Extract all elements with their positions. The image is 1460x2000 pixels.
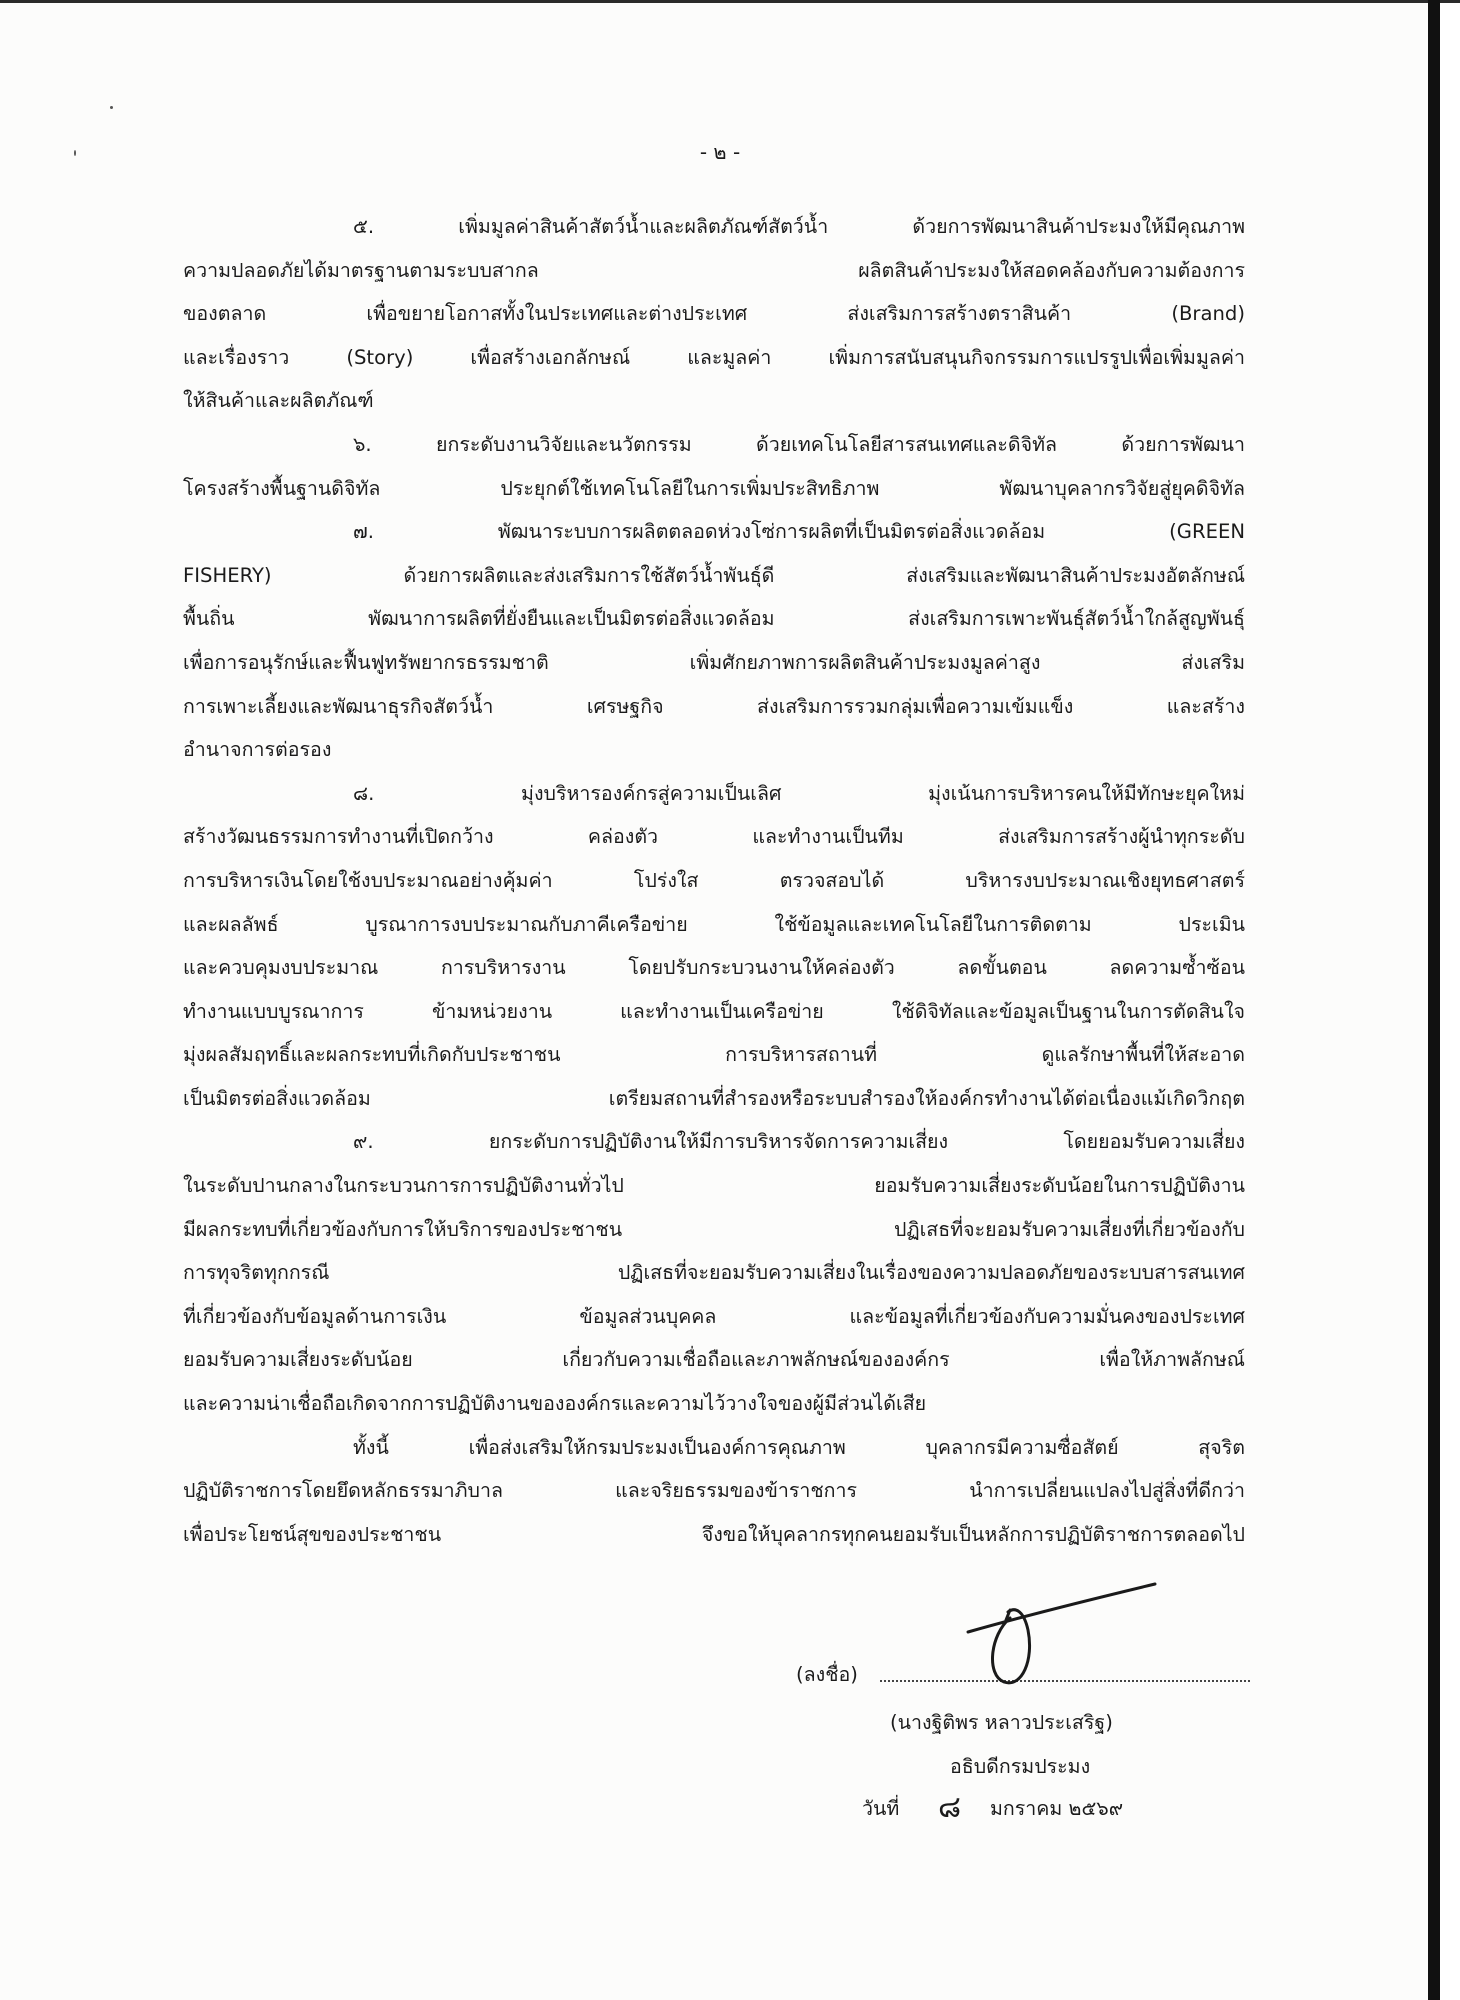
text-line: เพื่อการอนุรักษ์และฟื้นฟูทรัพยากรธรรมชาติ เพิ่มศักยภาพการผลิตสินค้าประมงมูลค่าสูง ส่งเสริม: [183, 650, 1245, 674]
date-day-handwritten: ๘: [938, 1790, 962, 1825]
text-line: มุ่งผลสัมฤทธิ์และผลกระทบที่เกิดกับประชาชน การบริหารสถานที่ ดูแลรักษาพื้นที่ให้สะอาด: [183, 1043, 1245, 1067]
text-line: ยอมรับความเสี่ยงระดับน้อย เกี่ยวกับความเชื่อถือและภาพลักษณ์ขององค์กร เพื่อให้ภาพลักษณ์: [183, 1348, 1245, 1372]
text-line: การทุจริตทุกกรณี ปฏิเสธที่จะยอมรับความเสี่ยงในเรื่องของความปลอดภัยของระบบสารสนเทศ: [183, 1261, 1245, 1285]
text-line: เพื่อประโยชน์สุขของประชาชน จึงขอให้บุคลากรทุกคนยอมรับเป็นหลักการปฏิบัติราชการตลอดไป: [183, 1522, 1245, 1546]
text-line: พื้นถิ่น พัฒนาการผลิตที่ยั่งยืนและเป็นมิตรต่อสิ่งแวดล้อม ส่งเสริมการเพาะพันธุ์สัตว์น้ำใกล้สูญพันธุ์: [183, 607, 1245, 631]
signer-title: อธิบดีกรมประมง: [950, 1755, 1091, 1778]
text-line: เป็นมิตรต่อสิ่งแวดล้อม เตรียมสถานที่สำรองหรือระบบสำรองให้องค์กรทำงานได้ต่อเนื่องแม้เกิดวิกฤต: [183, 1086, 1245, 1110]
paragraph-5: [183, 205, 1245, 423]
signature-block: [790, 1580, 1250, 1825]
text-line: การบริหารเงินโดยใช้งบประมาณอย่างคุ้มค่า โปร่งใส ตรวจสอบได้ บริหารงบประมาณเชิงยุทธศาสตร์: [183, 868, 1245, 892]
text-line: และผลลัพธ์ บูรณาการงบประมาณกับภาคีเครือข่าย ใช้ข้อมูลและเทคโนโลยีในการติดตาม ประเมิน: [183, 912, 1245, 936]
date-month-year: มกราคม ๒๕๖๙: [990, 1797, 1124, 1820]
paragraph-8: [183, 772, 1245, 1121]
text-line: ๗. พัฒนาระบบการผลิตตลอดห่วงโซ่การผลิตที่เป็นมิตรต่อสิ่งแวดล้อม (GREEN: [353, 520, 1245, 544]
text-line: อำนาจการต่อรอง: [183, 738, 332, 762]
text-line: สร้างวัฒนธรรมการทำงานที่เปิดกว้าง คล่องตัว และทำงานเป็นทีม ส่งเสริมการสร้างผู้นำทุกระดับ: [183, 825, 1245, 849]
text-line: ๘. มุ่งบริหารองค์กรสู่ความเป็นเลิศ มุ่งเน้นการบริหารคนให้มีทักษะยุคใหม่: [353, 781, 1245, 805]
signature-label: (ลงชื่อ): [796, 1663, 858, 1686]
paragraph-6: [183, 423, 1245, 510]
text-line: ๙. ยกระดับการปฏิบัติงานให้มีการบริหารจัดการความเสี่ยง โดยยอมรับความเสี่ยง: [353, 1130, 1245, 1154]
text-line: ที่เกี่ยวข้องกับข้อมูลด้านการเงิน ข้อมูลส่วนบุคคล และข้อมูลที่เกี่ยวข้องกับความมั่นคงของประเทศ: [183, 1304, 1245, 1328]
date-label: วันที่: [862, 1797, 900, 1820]
text-line: มีผลกระทบที่เกี่ยวข้องกับการให้บริการของประชาชน ปฏิเสธที่จะยอมรับความเสี่ยงที่เกี่ยวข้องกับ: [183, 1217, 1245, 1241]
text-line: ให้สินค้าและผลิตภัณฑ์: [183, 389, 374, 413]
body-text: [183, 205, 1245, 1556]
scan-edge-right: [1428, 0, 1440, 2000]
text-line: และความน่าเชื่อถือเกิดจากการปฏิบัติงานขององค์กรและความไว้วางใจของผู้มีส่วนได้เสีย: [183, 1392, 927, 1416]
text-line: FISHERY) ด้วยการผลิตและส่งเสริมการใช้สัตว์น้ำพันธุ์ดี ส่งเสริมและพัฒนาสินค้าประมงอัตลักษณ์: [183, 563, 1245, 587]
text-line: ทำงานแบบบูรณาการ ข้ามหน่วยงาน และทำงานเป็นเครือข่าย ใช้ดิจิทัลและข้อมูลเป็นฐานในการตัดสินใจ: [183, 999, 1245, 1023]
signer-name: (นางฐิติพร หลาวประเสริฐ): [890, 1711, 1113, 1734]
text-line: ของตลาด เพื่อขยายโอกาสทั้งในประเทศและต่างประเทศ ส่งเสริมการสร้างตราสินค้า (Brand): [183, 302, 1245, 326]
text-line: ความปลอดภัยได้มาตรฐานตามระบบสากล ผลิตสินค้าประมงให้สอดคล้องกับความต้องการ: [183, 258, 1245, 282]
text-line: โครงสร้างพื้นฐานดิจิทัล ประยุกต์ใช้เทคโนโลยีในการเพิ่มประสิทธิภาพ พัฒนาบุคลากรวิจัยสู่ยุคดิจิทัล: [183, 476, 1245, 500]
scan-edge-top: [0, 0, 1460, 3]
text-line: ในระดับปานกลางในกระบวนการการปฏิบัติงานทั่วไป ยอมรับความเสี่ยงระดับน้อยในการปฏิบัติงาน: [183, 1174, 1245, 1198]
text-line: และเรื่องราว (Story) เพื่อสร้างเอกลักษณ์ และมูลค่า เพิ่มการสนับสนุนกิจกรรมการแปรรูปเพื่อเพิ่มมูลค่า: [183, 345, 1245, 369]
text-line: ปฏิบัติราชการโดยยึดหลักธรรมาภิบาล และจริยธรรมของข้าราชการ นำการเปลี่ยนแปลงไปสู่สิ่งที่ดีกว่า: [183, 1479, 1245, 1503]
text-line: ทั้งนี้ เพื่อส่งเสริมให้กรมประมงเป็นองค์การคุณภาพ บุคลากรมีความซื่อสัตย์ สุจริต: [353, 1435, 1245, 1459]
scan-speck: [110, 106, 113, 109]
text-line: การเพาะเลี้ยงและพัฒนาธุรกิจสัตว์น้ำ เศรษฐกิจ ส่งเสริมการรวมกลุ่มเพื่อความเข้มแข็ง และสร้าง: [183, 694, 1245, 718]
paragraph-7: [183, 510, 1245, 772]
text-line: ๕. เพิ่มมูลค่าสินค้าสัตว์น้ำและผลิตภัณฑ์สัตว์น้ำ ด้วยการพัฒนาสินค้าประมงให้มีคุณภาพ: [353, 215, 1245, 238]
text-line: ๖. ยกระดับงานวิจัยและนวัตกรรม ด้วยเทคโนโลยีสารสนเทศและดิจิทัล ด้วยการพัฒนา: [353, 432, 1245, 456]
paragraph-closing: [183, 1426, 1245, 1557]
paragraph-9: [183, 1120, 1245, 1425]
text-line: และควบคุมงบประมาณ การบริหารงาน โดยปรับกระบวนงานให้คล่องตัว ลดขั้นตอน ลดความซ้ำซ้อน: [183, 956, 1245, 980]
page-number: - ๒ -: [699, 140, 741, 164]
handwritten-signature: [950, 1580, 1160, 1690]
